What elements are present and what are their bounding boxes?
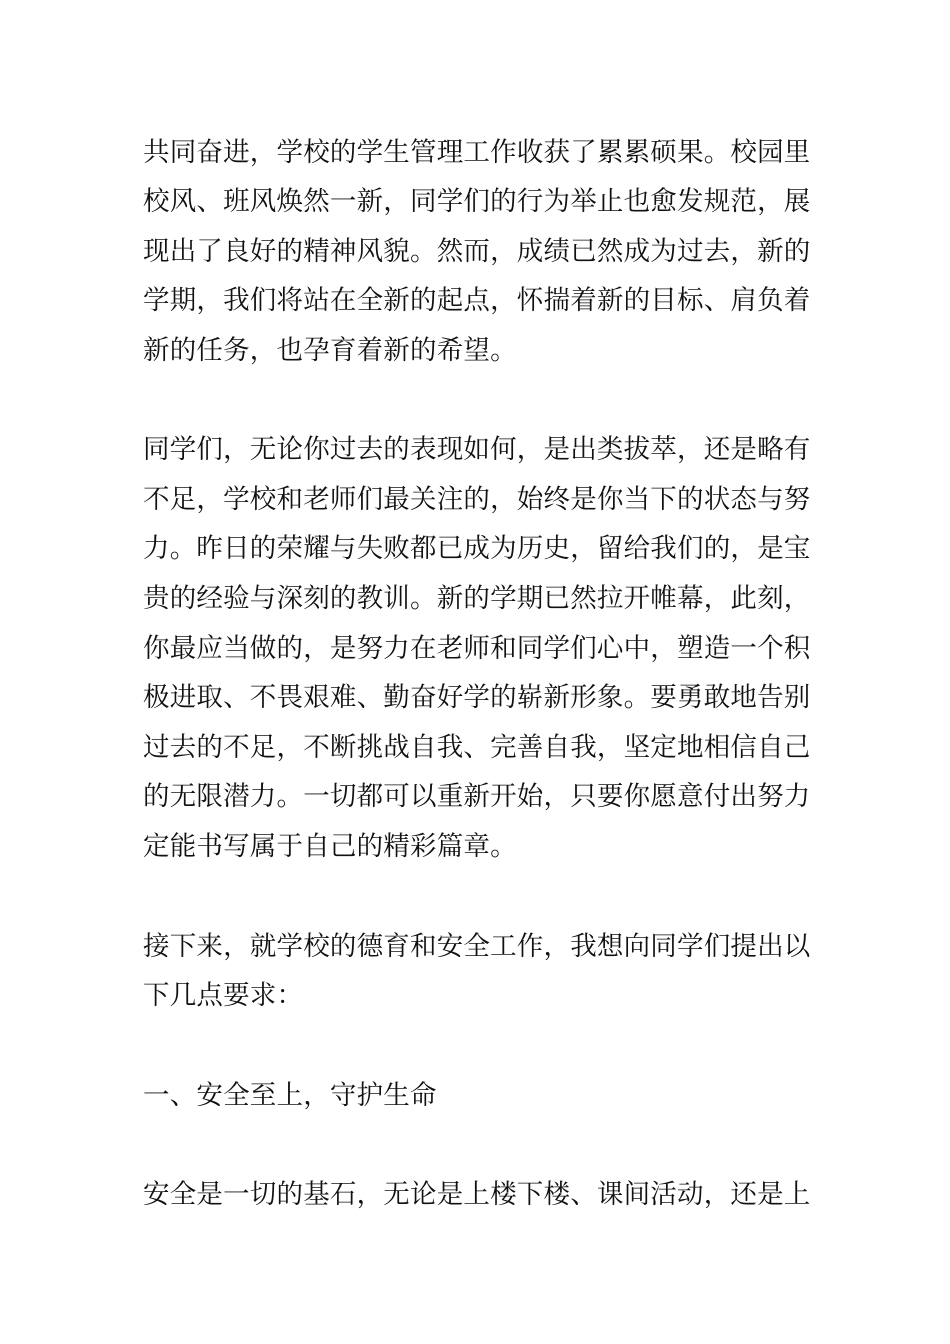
paragraph-3-line-1: 接下来，就学校的德育和安全工作，我想向同学们提出以	[143, 931, 811, 962]
paragraph-2-line-6: 极进取、不畏艰难、勤奋好学的崭新形象。要勇敢地告别	[143, 682, 811, 713]
paragraph-1-line-5: 新的任务，也孕育着新的希望。	[143, 335, 517, 366]
paragraph-5-line-1: 安全是一切的基石，无论是上楼下楼、课间活动，还是上	[143, 1179, 811, 1210]
paragraph-2-line-8: 的无限潜力。一切都可以重新开始，只要你愿意付出努力	[143, 781, 811, 812]
paragraph-1-line-4: 学期，我们将站在全新的起点，怀揣着新的目标、肩负着	[143, 285, 811, 316]
paragraph-2-line-3: 力。昨日的荣耀与失败都已成为历史，留给我们的，是宝	[143, 533, 811, 564]
paragraph-2-line-1: 同学们，无论你过去的表现如何，是出类拔萃，还是略有	[143, 434, 811, 465]
paragraph-2-line-7: 过去的不足，不断挑战自我、完善自我，坚定地相信自己	[143, 732, 811, 763]
paragraph-2-line-4: 贵的经验与深刻的教训。新的学期已然拉开帷幕，此刻，	[143, 583, 811, 614]
paragraph-1-line-1: 共同奋进，学校的学生管理工作收获了累累硕果。校园里	[143, 137, 811, 168]
paragraph-2-line-5: 你最应当做的，是努力在老师和同学们心中，塑造一个积	[143, 633, 811, 664]
section-heading-safety: 一、安全至上，守护生命	[143, 1080, 437, 1111]
paragraph-1-line-2: 校风、班风焕然一新，同学们的行为举止也愈发规范，展	[143, 186, 811, 217]
paragraph-2-line-2: 不足，学校和老师们最关注的，始终是你当下的状态与努	[143, 484, 811, 515]
paragraph-1-line-3: 现出了良好的精神风貌。然而，成绩已然成为过去，新的	[143, 236, 811, 267]
paragraph-2-line-9: 定能书写属于自己的精彩篇章。	[143, 831, 517, 862]
paragraph-3-line-2: 下几点要求：	[143, 980, 304, 1011]
